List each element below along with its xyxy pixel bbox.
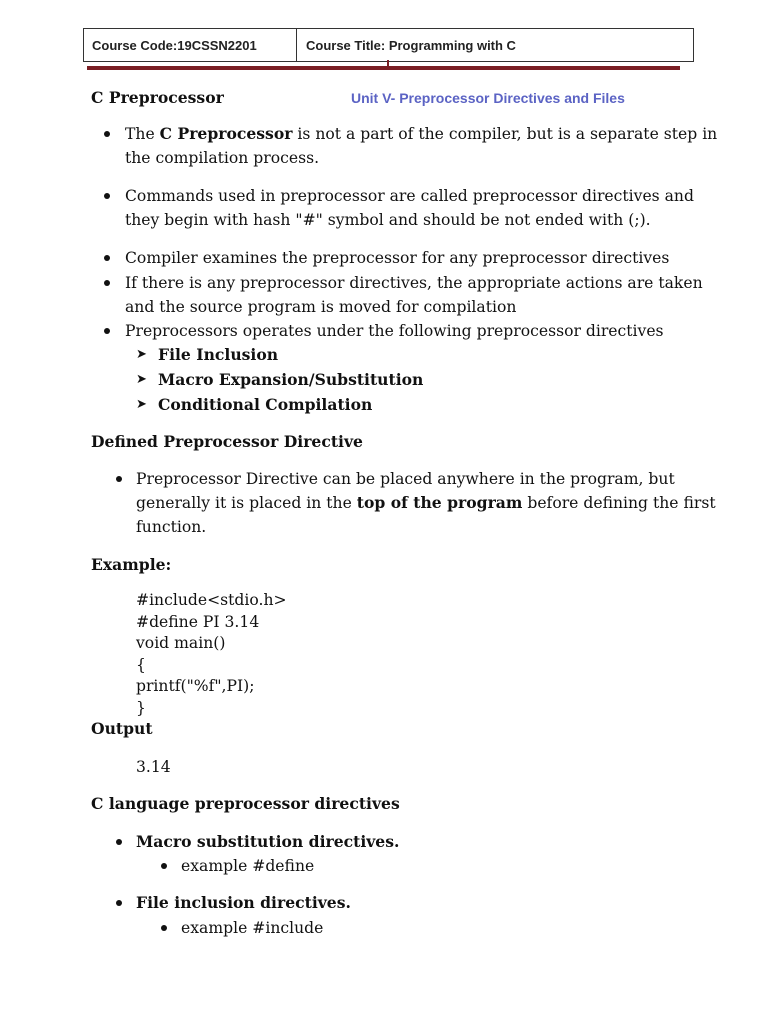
bullet-3-line-1: Compiler examines the preprocessor for any preprocessor directives [125, 249, 670, 267]
code-line: printf("%f",PI); [136, 677, 255, 695]
bullet-dot [104, 131, 110, 137]
bullet-dot [104, 255, 110, 261]
arrow-bullet-icon: ➤ [136, 397, 147, 412]
bold-term: C Preprocessor [159, 124, 293, 143]
code-line: } [136, 698, 146, 717]
text: generally it is placed in the [136, 494, 357, 512]
bullet-dot [161, 925, 167, 931]
file-inclusion-item: File inclusion directives. [136, 893, 351, 912]
bullet-dot [116, 839, 122, 845]
text: before defining the first [522, 494, 716, 512]
bullet-2-line-1: Commands used in preprocessor are called preprocessor directives and [125, 187, 694, 205]
course-header-table [83, 28, 694, 62]
section-heading-c-language-directives: C language preprocessor directives [91, 794, 400, 813]
bullet-5-line-1: Preprocessors operates under the following preprocessor directives [125, 322, 664, 340]
bullet-dot [116, 476, 122, 482]
bullet-dot [161, 863, 167, 869]
example-label: Example: [91, 555, 172, 574]
section2-line-2 [136, 491, 716, 515]
header-rule [87, 66, 680, 70]
bullet-dot [104, 280, 110, 286]
code-line: #define PI 3.14 [136, 612, 260, 631]
code-line: { [136, 655, 146, 674]
output-value: 3.14 [136, 758, 171, 776]
code-line: void main() [136, 634, 226, 652]
macro-substitution-item: Macro substitution directives. [136, 832, 400, 851]
section-heading-defined-directive: Defined Preprocessor Directive [91, 432, 363, 451]
bullet-dot [116, 900, 122, 906]
section2-line-1: Preprocessor Directive can be placed anywhere in the program, but [136, 470, 675, 488]
code-line: #include<stdio.h> [136, 591, 287, 609]
section-heading-c-preprocessor: C Preprocessor [91, 88, 224, 107]
bullet-1-line-1 [125, 122, 717, 146]
sub-item-macro-expansion: Macro Expansion/Substitution [158, 370, 424, 389]
unit-title: Unit V- Preprocessor Directives and Files [351, 90, 625, 106]
course-title: Course Title: Programming with C [306, 37, 516, 53]
sub-item-conditional-compilation: Conditional Compilation [158, 395, 373, 414]
macro-example: example #define [181, 857, 315, 875]
course-code: Course Code:19CSSN2201 [84, 29, 297, 61]
bold-term: top of the program [356, 493, 523, 512]
bullet-dot [104, 328, 110, 334]
file-inclusion-example: example #include [181, 919, 324, 937]
output-label: Output [91, 719, 153, 738]
bullet-1-line-2: the compilation process. [125, 149, 320, 167]
bullet-2-line-2: they begin with hash "#" symbol and should be not ended with (;). [125, 211, 651, 229]
bullet-dot [104, 193, 110, 199]
text: The [125, 125, 160, 143]
section2-line-3: function. [136, 518, 207, 536]
bullet-4-line-1: If there is any preprocessor directives, the appropriate actions are taken [125, 274, 703, 292]
text: is not a part of the compiler, but is a separate step in [292, 125, 718, 143]
arrow-bullet-icon: ➤ [136, 372, 147, 387]
bullet-4-line-2: and the source program is moved for compilation [125, 298, 517, 316]
arrow-bullet-icon: ➤ [136, 347, 147, 362]
code-block [136, 590, 287, 719]
sub-item-file-inclusion: File Inclusion [158, 345, 279, 364]
